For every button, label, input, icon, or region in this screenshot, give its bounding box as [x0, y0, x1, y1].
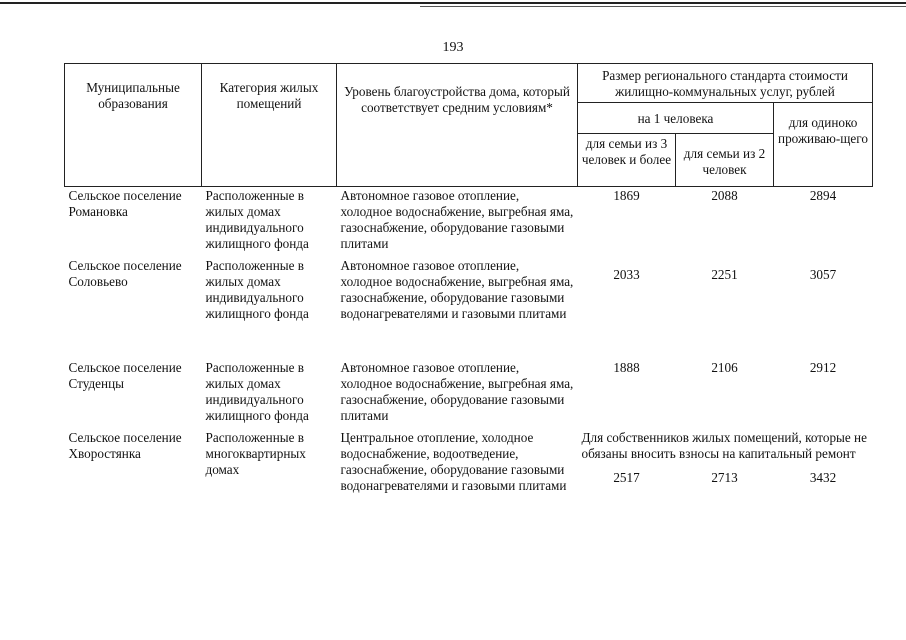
cell-municipality: Сельское поселение Студенцы: [68, 360, 182, 391]
cell-municipality: Сельское поселение Хворостянка: [68, 430, 182, 461]
table-row: [65, 359, 873, 429]
table-row: [65, 187, 873, 258]
cell-single: 2894: [809, 188, 837, 203]
scan-edge-line: [0, 2, 906, 4]
cell-category: Расположенные в жилых домах индивидуального жилищного фонда: [205, 360, 309, 423]
cell-single: 3057: [809, 267, 837, 282]
table-row: [65, 257, 873, 359]
cell-municipality: Сельское поселение Соловьево: [68, 258, 182, 289]
cell-amenity: Центральное отопление, холодное водоснабжение, водоотведение, газоснабжение, оборудование газовыми водонагревателями и газовыми плитами: [340, 430, 567, 493]
cell-family-2: 2088: [711, 188, 738, 203]
cell-amenity: Автономное газовое отопление, холодное водоснабжение, выгребная яма, газоснабжение, оборудование газовыми водонагревателями и газовыми плитами: [340, 258, 574, 321]
cell-amenity: Автономное газовое отопление, холодное водоснабжение, выгребная яма, газоснабжение, оборудование газовыми плитами: [340, 360, 574, 423]
header-single-resident: для одиноко проживаю-щего: [774, 103, 873, 187]
header-family-2: для семьи из 2 человек: [676, 134, 774, 187]
cell-family-2: 2713: [711, 470, 738, 485]
header-row-1: [65, 64, 873, 103]
cell-owner-note: Для собственников жилых помещений, которые не обязаны вносить взносы на капитальный ремонт: [581, 430, 867, 461]
cell-family-3-plus: 2517: [613, 470, 640, 485]
cell-category: Расположенные в жилых домах индивидуального жилищного фонда: [205, 188, 309, 251]
header-municipality: Муниципальные образования: [65, 64, 202, 187]
cell-family-3-plus: 1869: [613, 188, 640, 203]
cell-category: Расположенные в жилых домах индивидуального жилищного фонда: [205, 258, 309, 321]
cell-amenity: Автономное газовое отопление, холодное водоснабжение, выгребная яма, газоснабжение, оборудование газовыми плитами: [340, 188, 574, 251]
cell-family-3-plus: 1888: [613, 360, 640, 375]
cell-municipality: Сельское поселение Романовка: [68, 188, 182, 219]
header-category: Категория жилых помещений: [202, 64, 337, 187]
header-family-3-plus: для семьи из 3 человек и более: [578, 134, 676, 187]
table-row: [65, 429, 873, 469]
cell-single: 2912: [809, 360, 837, 375]
cell-single: 3432: [809, 470, 837, 485]
header-amenity-level: Уровень благоустройства дома, который соответствует средним условиям*: [337, 64, 578, 187]
scan-edge-line-secondary: [420, 6, 906, 7]
cell-family-2: 2106: [711, 360, 738, 375]
cell-family-3-plus: 2033: [613, 267, 640, 282]
housing-cost-standard-table: [64, 63, 873, 495]
page-number: 193: [442, 40, 464, 55]
cell-family-2: 2251: [711, 267, 738, 282]
cell-category: Расположенные в многоквартирных домах: [205, 430, 306, 477]
header-regional-standard: Размер регионального стандарта стоимости жилищно-коммунальных услуг, рублей: [578, 64, 873, 103]
header-per-person: на 1 человека: [578, 103, 774, 134]
